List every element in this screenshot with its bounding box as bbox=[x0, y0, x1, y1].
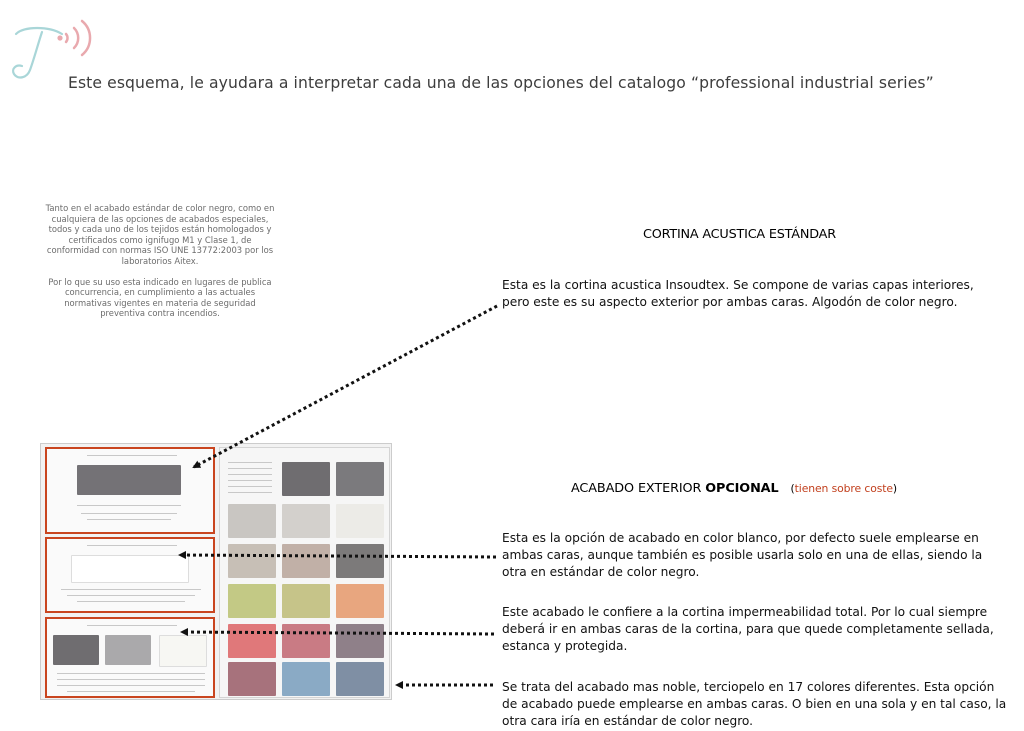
waterproof-swatch-grey bbox=[105, 635, 151, 665]
exterior-heading bbox=[571, 481, 897, 496]
waterproof-finish-description: Este acabado le confiere a la cortina impermeabilidad total. Por lo cual siempre deberá ir en ambas caras de la cortina, para que quede completamente sellada, estanca y protegida. bbox=[502, 605, 994, 654]
certification-note bbox=[45, 203, 275, 329]
velvet-swatch bbox=[282, 584, 330, 618]
waterproof-swatch-panel bbox=[45, 617, 215, 698]
paren-close: ) bbox=[892, 482, 898, 495]
standard-heading: CORTINA ACUSTICA ESTÁNDAR bbox=[643, 227, 836, 242]
exterior-heading-prefix: ACABADO EXTERIOR bbox=[571, 481, 706, 496]
velvet-swatch bbox=[228, 584, 276, 618]
velvet-swatch bbox=[282, 544, 330, 578]
usage-paragraph: Por lo que su uso esta indicado en lugares de publica concurrencia, en cumplimiento a las actuales normativas vigentes en materia de seguridad preventiva contra incendios. bbox=[48, 276, 272, 319]
velvet-swatch bbox=[282, 662, 330, 696]
velvet-swatch bbox=[336, 504, 384, 538]
velvet-swatch bbox=[282, 624, 330, 658]
velvet-swatch bbox=[336, 662, 384, 696]
velvet-finish-description: Se trata del acabado mas noble, terciopelo en 17 colores diferentes. Esta opción de acabado puede emplearse en ambas caras. O bien en una sola y en tal caso, la otra cara iría en estándar de color negro. bbox=[502, 680, 1007, 729]
black-standard-swatch bbox=[77, 465, 181, 495]
waterproof-swatch-dark bbox=[53, 635, 99, 665]
velvet-swatch bbox=[336, 544, 384, 578]
cost-note: tienen sobre coste bbox=[794, 482, 893, 495]
white-finish-description: Esta es la opción de acabado en color blanco, por defecto suele emplearse en ambas caras, aunque también es posible usarla solo en una de ellas, siendo la otra en estándar de color negro. bbox=[502, 531, 983, 580]
white-finish-swatch bbox=[71, 555, 189, 583]
velvet-swatch bbox=[228, 662, 276, 696]
velvet-swatch bbox=[336, 624, 384, 658]
velvet-swatch bbox=[282, 462, 330, 496]
exterior-heading-optional: OPCIONAL bbox=[705, 481, 779, 496]
velvet-swatch bbox=[228, 624, 276, 658]
paren-open: ( bbox=[790, 482, 795, 495]
velvet-swatch bbox=[336, 584, 384, 618]
velvet-swatch-panel bbox=[219, 447, 390, 698]
standard-description: Esta es la cortina acustica Insoudtex. Se compone de varias capas interiores, pero este es su aspecto exterior por ambas caras. Algodón de color negro. bbox=[502, 278, 974, 310]
velvet-swatch bbox=[228, 544, 276, 578]
catalog-image bbox=[40, 443, 392, 700]
waterproof-swatch-white bbox=[159, 635, 207, 667]
page-subtitle: Este esquema, le ayudara a interpretar cada una de las opciones del catalogo “professional industrial series” bbox=[68, 74, 934, 92]
velvet-swatch bbox=[282, 504, 330, 538]
velvet-swatch bbox=[228, 504, 276, 538]
white-swatch-panel bbox=[45, 537, 215, 613]
certification-paragraph: Tanto en el acabado estándar de color negro, como en cualquiera de las opciones de acabados especiales, todos y cada uno de los tejidos están homologados y certificados como ignifugo M1 y Clase 1, de conformidad con normas ISO UNE 13772:2003 por los laboratorios Aitex. bbox=[45, 203, 275, 266]
standard-swatch-panel bbox=[45, 447, 215, 534]
velvet-swatch bbox=[336, 462, 384, 496]
